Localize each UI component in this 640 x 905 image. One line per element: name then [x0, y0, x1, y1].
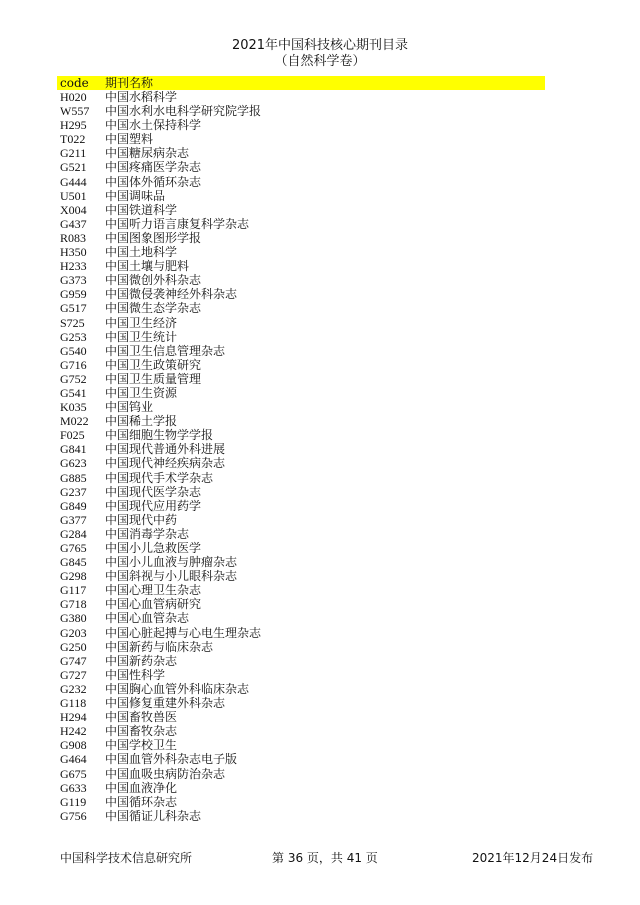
journal-code: G298 [60, 569, 87, 584]
journal-code: G232 [60, 681, 87, 696]
table-row [57, 287, 545, 301]
journal-code: G908 [60, 738, 87, 753]
journal-code: G237 [60, 484, 87, 499]
journal-name: 中国卫生经济 [105, 315, 178, 330]
journal-code: H295 [60, 118, 87, 133]
table-row [57, 203, 545, 217]
journal-code: G119 [60, 794, 87, 809]
journal-code: S725 [60, 315, 85, 330]
table-row [57, 752, 545, 766]
table-row [57, 301, 545, 315]
table-row [57, 738, 545, 752]
journal-code: G959 [60, 287, 87, 302]
journal-name: 中国体外循环杂志 [105, 174, 202, 189]
journal-name: 中国现代手术学杂志 [105, 470, 214, 485]
journal-code: G211 [60, 146, 87, 161]
journal-code: G885 [60, 470, 87, 485]
journal-code: T022 [60, 132, 86, 147]
table-row [57, 372, 545, 386]
table-row [57, 104, 545, 118]
journal-code: M022 [60, 414, 89, 429]
journal-name: 中国消毒学杂志 [105, 526, 190, 541]
journal-name: 中国胸心血管外科临床杂志 [105, 681, 250, 696]
table-row [57, 330, 545, 344]
journal-name: 中国调味品 [105, 188, 166, 203]
journal-code: G203 [60, 625, 87, 640]
journal-code: G444 [60, 174, 87, 189]
journal-code: G437 [60, 216, 87, 231]
journal-code: G253 [60, 329, 87, 344]
table-row [57, 273, 545, 287]
table-row [57, 696, 545, 710]
journal-name: 中国微创外科杂志 [105, 273, 202, 288]
journal-code: H233 [60, 259, 87, 274]
table-row [57, 654, 545, 668]
journal-name: 中国微生态学杂志 [105, 301, 202, 316]
journal-code: R083 [60, 230, 87, 245]
journal-name: 中国塑料 [105, 132, 154, 147]
journal-name: 中国修复重建外科杂志 [105, 696, 226, 711]
table-row [57, 231, 545, 245]
journal-name: 中国小儿急救医学 [105, 541, 202, 555]
table-row [57, 175, 545, 189]
journal-code: F025 [60, 428, 85, 443]
table-row [57, 485, 545, 499]
journal-code: G623 [60, 456, 87, 471]
table-row [57, 386, 545, 400]
table-row [57, 400, 545, 414]
journal-code: G849 [60, 498, 87, 513]
table-row [57, 668, 545, 682]
journal-name: 中国铁道科学 [105, 202, 178, 217]
journal-code: G373 [60, 273, 87, 288]
journal-code: G841 [60, 442, 87, 457]
table-row [57, 499, 545, 513]
journal-code: H242 [60, 724, 87, 739]
document-subtitle: （自然科学卷） [274, 54, 366, 69]
journal-name: 中国图象图形学报 [105, 230, 202, 245]
table-row [57, 189, 545, 203]
journal-name: 中国听力语言康复科学杂志 [105, 216, 250, 231]
table-row [57, 767, 545, 781]
journal-name: 中国循环杂志 [105, 794, 178, 809]
table-row [57, 710, 545, 724]
table-row [57, 640, 545, 654]
journal-name: 中国小儿血液与肿瘤杂志 [105, 555, 238, 570]
journal-code: G747 [60, 653, 87, 668]
journal-code: G118 [60, 696, 87, 711]
journal-name: 中国卫生政策研究 [105, 357, 202, 372]
journal-code: G517 [60, 301, 87, 316]
journal-name: 中国畜牧兽医 [105, 710, 178, 725]
table-row [57, 344, 545, 358]
journal-name: 中国卫生信息管理杂志 [105, 343, 226, 358]
journal-name: 中国血管外科杂志电子版 [105, 752, 238, 767]
journal-code: G117 [60, 583, 87, 598]
table-row [57, 541, 545, 555]
journal-code: G765 [60, 541, 87, 555]
journal-code: G540 [60, 343, 87, 358]
journal-code: G633 [60, 780, 87, 795]
table-row [57, 146, 545, 160]
journal-code: G727 [60, 667, 87, 682]
journal-code: G380 [60, 611, 87, 626]
table-row [57, 682, 545, 696]
journal-name: 中国现代医学杂志 [105, 484, 202, 499]
table-row [57, 245, 545, 259]
journal-code: G464 [60, 752, 87, 767]
journal-name: 中国新药与临床杂志 [105, 639, 214, 654]
journal-name: 中国循证儿科杂志 [105, 808, 202, 823]
journal-name: 中国疼痛医学杂志 [105, 160, 202, 175]
table-row [57, 160, 545, 174]
footer-institute: 中国科学技术信息研究所 [60, 851, 193, 865]
journal-code: X004 [60, 202, 87, 217]
journal-name: 中国心血管病研究 [105, 597, 202, 612]
journal-code: H350 [60, 245, 87, 260]
table-row [57, 442, 545, 456]
journal-code: G756 [60, 808, 87, 823]
journal-name: 中国现代中药 [105, 512, 178, 527]
table-row [57, 118, 545, 132]
journal-name: 中国糖尿病杂志 [105, 146, 190, 161]
journal-name: 中国细胞生物学学报 [105, 428, 214, 443]
table-row [57, 597, 545, 611]
document-title: 2021年中国科技核心期刊目录 [231, 38, 409, 53]
journal-code: K035 [60, 400, 87, 415]
journal-name: 中国水稻科学 [105, 90, 178, 104]
journal-name: 中国水利水电科学研究院学报 [105, 104, 262, 119]
journal-name: 中国新药杂志 [105, 653, 178, 668]
table-row [57, 555, 545, 569]
journal-code: G521 [60, 160, 87, 175]
journal-code: U501 [60, 188, 87, 203]
journal-name: 中国心血管杂志 [105, 611, 190, 626]
table-row [57, 90, 545, 104]
journal-name: 中国钨业 [105, 400, 154, 415]
journal-name: 中国稀土学报 [105, 414, 178, 429]
journal-name: 中国斜视与小儿眼科杂志 [105, 569, 238, 584]
table-row [57, 724, 545, 738]
journal-name: 中国心脏起搏与心电生理杂志 [105, 625, 262, 640]
table-header [57, 76, 545, 90]
table-row [57, 781, 545, 795]
journal-code: H294 [60, 710, 87, 725]
table-row [57, 583, 545, 597]
journal-name: 中国畜牧杂志 [105, 724, 178, 739]
table-row [57, 471, 545, 485]
journal-name: 中国水土保持科学 [105, 118, 202, 133]
table-row [57, 132, 545, 146]
journal-name: 中国血吸虫病防治杂志 [105, 766, 226, 781]
journal-table [57, 90, 545, 823]
table-row [57, 795, 545, 809]
table-row [57, 414, 545, 428]
table-row [57, 316, 545, 330]
table-row [57, 358, 545, 372]
journal-code: W557 [60, 104, 90, 119]
journal-name: 中国血液净化 [105, 780, 178, 795]
journal-name: 中国卫生资源 [105, 385, 178, 400]
journal-code: G718 [60, 597, 87, 612]
journal-name: 中国土地科学 [105, 245, 178, 260]
journal-name: 中国现代普通外科进展 [105, 442, 226, 457]
table-row [57, 569, 545, 583]
header-name: 期刊名称 [105, 76, 154, 90]
journal-code: G716 [60, 357, 87, 372]
journal-name: 中国性科学 [105, 667, 166, 682]
journal-name: 中国现代应用药学 [105, 498, 202, 513]
footer-page-number: 第 36 页，共 41 页 [272, 851, 378, 865]
header-code: code [60, 76, 89, 90]
journal-code: G284 [60, 526, 87, 541]
journal-name: 中国现代神经疾病杂志 [105, 456, 226, 471]
journal-code: G845 [60, 555, 87, 570]
journal-name: 中国卫生统计 [105, 329, 178, 344]
journal-code: G250 [60, 639, 87, 654]
journal-name: 中国土壤与肥料 [105, 259, 190, 274]
journal-name: 中国学校卫生 [105, 738, 178, 753]
table-row [57, 217, 545, 231]
table-row [57, 611, 545, 625]
journal-code: G675 [60, 766, 87, 781]
table-row [57, 809, 545, 823]
table-row [57, 513, 545, 527]
table-row [57, 626, 545, 640]
table-row [57, 259, 545, 273]
table-row [57, 428, 545, 442]
journal-code: H020 [60, 90, 87, 104]
journal-code: G541 [60, 385, 87, 400]
table-row [57, 456, 545, 470]
journal-name: 中国心理卫生杂志 [105, 583, 202, 598]
table-row [57, 527, 545, 541]
journal-code: G752 [60, 371, 87, 386]
journal-name: 中国卫生质量管理 [105, 371, 202, 386]
journal-name: 中国微侵袭神经外科杂志 [105, 287, 238, 302]
footer-date: 2021年12月24日发布 [472, 851, 594, 865]
journal-code: G377 [60, 512, 87, 527]
